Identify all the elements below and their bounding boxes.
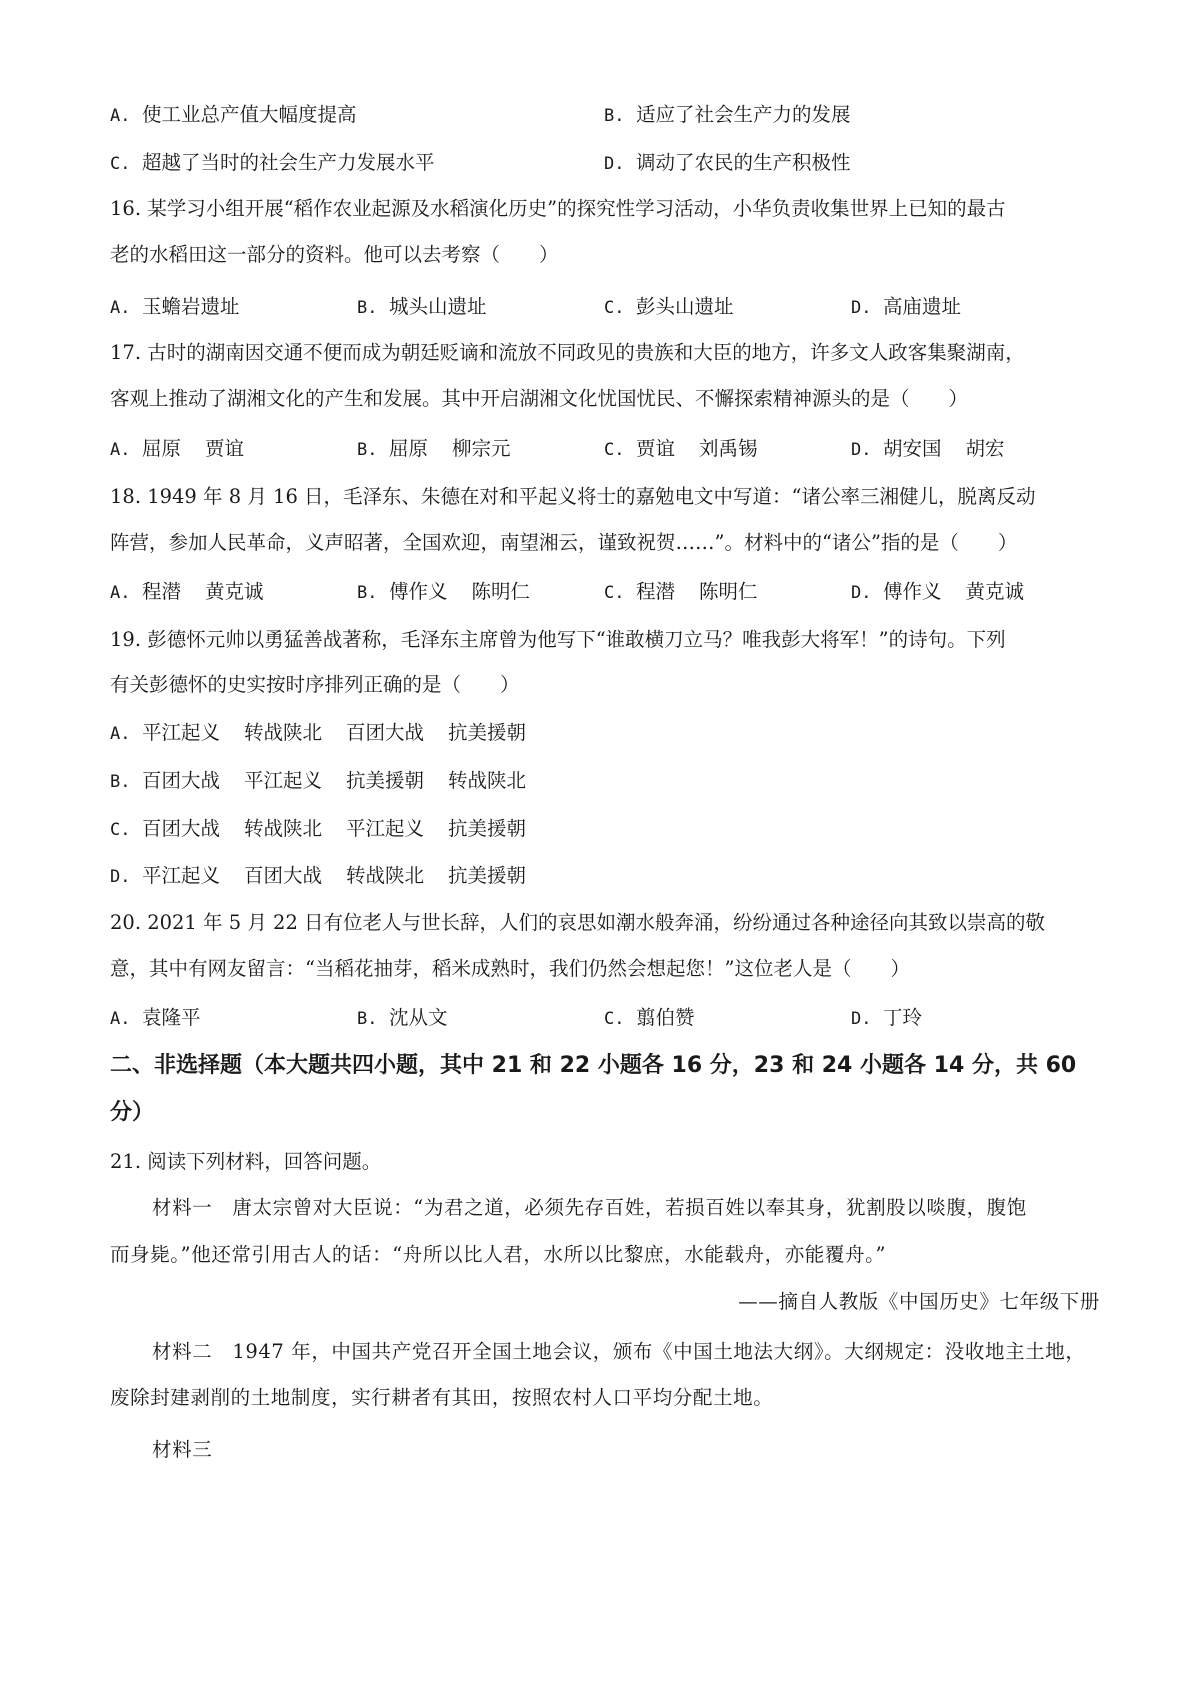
q19-option-c: C. 百团大战 转战陕北 平江起义 抗美援朝 (110, 817, 527, 840)
q19-option-b: B. 百团大战 平江起义 抗美援朝 转战陕北 (110, 769, 527, 792)
q15-option-c: C. 超越了当时的社会生产力发展水平 (110, 151, 435, 174)
q19-stem-line1: 19. 彭德怀元帅以勇猛善战著称，毛泽东主席曾为他写下“谁敢横刀立马？唯我彭大将军！”的诗句。下列 (110, 628, 1006, 651)
q20-option-a: A. 袁隆平 (110, 1006, 201, 1029)
q20-option-b: B. 沈从文 (357, 1006, 448, 1029)
q21-material3-label: 材料三 (152, 1438, 213, 1461)
q18-option-a: A. 程潜 黄克诚 (110, 580, 264, 603)
q21-material2-line2: 废除封建剥削的土地制度，实行耕者有其田，按照农村人口平均分配土地。 (110, 1386, 774, 1409)
q16-option-a: A. 玉蟾岩遗址 (110, 295, 240, 318)
q18-stem-line2: 阵营，参加人民革命，义声昭著，全国欢迎，南望湘云，谨致祝贺……”。材料中的“诸公”指的是（ ） (110, 531, 1018, 554)
q20-option-d: D. 丁玲 (851, 1006, 923, 1029)
section-heading-line1: 二、非选择题（本大题共四小题，其中 21 和 22 小题各 16 分，23 和 24 小题各 14 分，共 60 (110, 1053, 1077, 1078)
q15-option-d: D. 调动了农民的生产积极性 (604, 151, 851, 174)
q15-option-b: B. 适应了社会生产力的发展 (604, 103, 851, 126)
q16-stem-line2: 老的水稻田这一部分的资料。他可以去考察（ ） (110, 243, 559, 266)
section-heading-line2: 分） (110, 1100, 155, 1125)
q20-stem-line2: 意，其中有网友留言：“当稻花抽芽，稻米成熟时，我们仍然会想起您！”这位老人是（ ） (110, 957, 910, 980)
q16-stem-line1: 16. 某学习小组开展“稻作农业起源及水稻演化历史”的探究性学习活动，小华负责收集世界上已知的最古 (110, 197, 1006, 220)
q21-intro: 21. 阅读下列材料，回答问题。 (110, 1150, 382, 1173)
q17-stem-line1: 17. 古时的湖南因交通不便而成为朝廷贬谪和流放不同政见的贵族和大臣的地方，许多文人政客集聚湖南， (110, 341, 1025, 364)
q21-material1-source: ——摘自人教版《中国历史》七年级下册 (738, 1290, 1100, 1313)
q19-option-a: A. 平江起义 转战陕北 百团大战 抗美援朝 (110, 721, 527, 744)
q20-option-c: C. 翦伯赞 (604, 1006, 695, 1029)
q17-stem-line2: 客观上推动了湖湘文化的产生和发展。其中开启湖湘文化忧国忧民、不懈探索精神源头的是（ ） (110, 387, 969, 410)
q19-option-d: D. 平江起义 百团大战 转战陕北 抗美援朝 (110, 864, 527, 887)
q17-option-a: A. 屈原 贾谊 (110, 437, 245, 460)
q17-option-c: C. 贾谊 刘禹锡 (604, 437, 758, 460)
q19-stem-line2: 有关彭德怀的史实按时序排列正确的是（ ） (110, 673, 520, 696)
q18-option-b: B. 傅作义 陈明仁 (357, 580, 531, 603)
q16-option-c: C. 彭头山遗址 (604, 295, 734, 318)
q17-option-b: B. 屈原 柳宗元 (357, 437, 511, 460)
q20-stem-line1: 20. 2021 年 5 月 22 日有位老人与世长辞，人们的哀思如潮水般奔涌，纷纷通过各种途径向其致以崇高的敬 (110, 911, 1046, 934)
q15-option-a: A. 使工业总产值大幅度提高 (110, 103, 357, 126)
q16-option-d: D. 高庙遗址 (851, 295, 962, 318)
q21-material1-line2: 而身毙。”他还常引用古人的话：“舟所以比人君，水所以比黎庶，水能载舟，亦能覆舟。” (110, 1243, 887, 1266)
q18-option-c: C. 程潜 陈明仁 (604, 580, 758, 603)
q21-material1-line1: 材料一 唐太宗曾对大臣说：“为君之道，必须先存百姓，若损百姓以奉其身，犹割股以啖腹，腹饱 (152, 1196, 1027, 1219)
q18-option-d: D. 傅作义 黄克诚 (851, 580, 1025, 603)
q21-material2-line1: 材料二 1947 年，中国共产党召开全国土地会议，颁布《中国土地法大纲》。大纲规定：没收地主土地， (152, 1340, 1086, 1363)
q16-option-b: B. 城头山遗址 (357, 295, 487, 318)
q18-stem-line1: 18. 1949 年 8 月 16 日，毛泽东、朱德在对和平起义将士的嘉勉电文中写道：“诸公率三湘健儿，脱离反动 (110, 485, 1036, 508)
q17-option-d: D. 胡安国 胡宏 (851, 437, 1005, 460)
